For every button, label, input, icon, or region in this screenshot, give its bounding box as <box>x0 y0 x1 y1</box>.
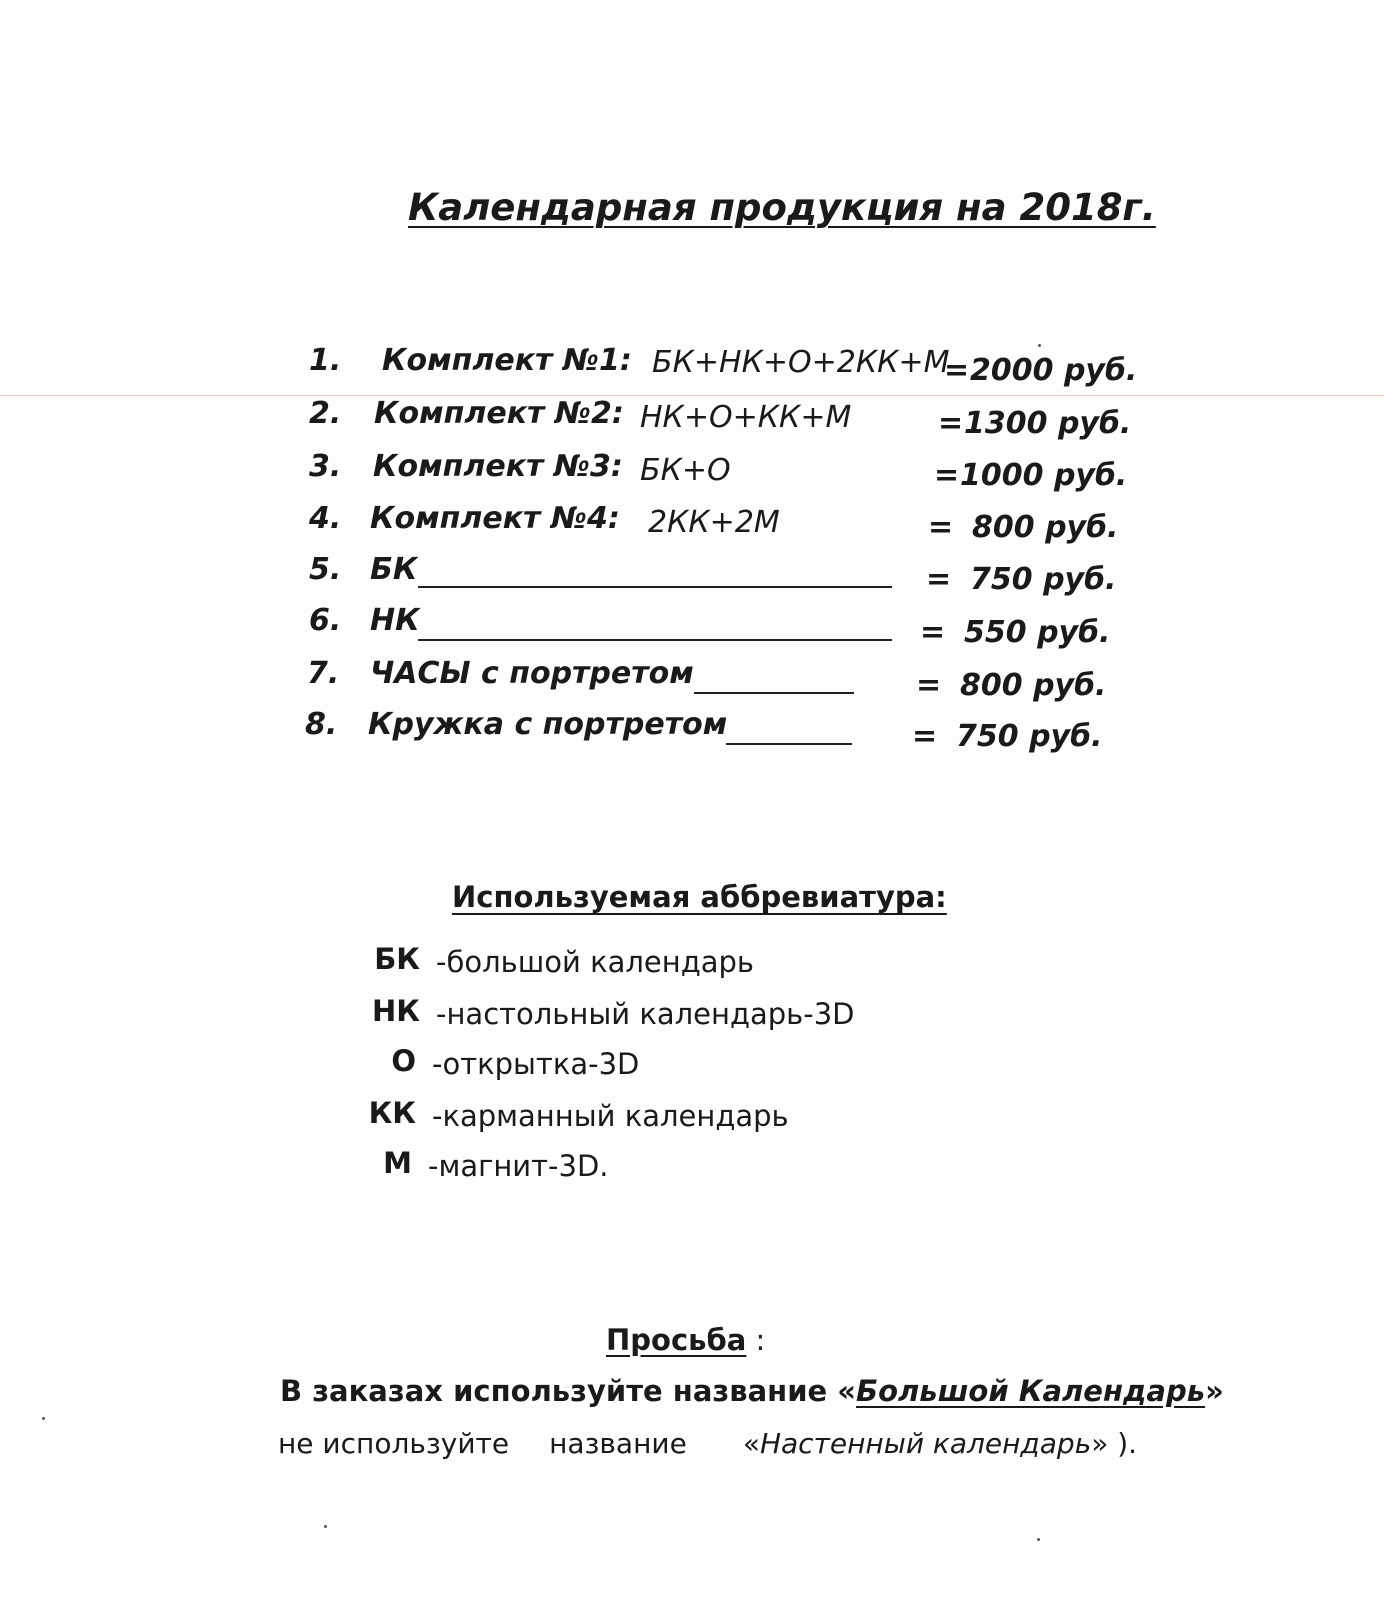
item-number: 7. <box>307 656 340 691</box>
abbreviation-code: О <box>391 1044 416 1078</box>
item-number: 4. <box>309 501 342 536</box>
item-formula: БК+О <box>640 453 731 488</box>
item-price: 750 руб. <box>970 562 1117 597</box>
item-price: 750 руб. <box>956 719 1103 754</box>
request-title-suffix: : <box>746 1323 766 1357</box>
scan-speck <box>324 1525 327 1528</box>
request-line-2-prefix: не используйте <box>278 1427 510 1460</box>
abbreviation-definition: -настольный календарь-3D <box>436 997 855 1031</box>
item-formula: БК+НК+О+2КК+М <box>652 345 950 380</box>
request-line-2 <box>278 1427 1137 1460</box>
item-equals: = <box>912 719 938 754</box>
request-line-2-emphasis: Настенный календарь <box>759 1427 1092 1460</box>
request-line-1-emphasis: Большой Календарь <box>856 1374 1206 1408</box>
item-number: 1. <box>309 343 342 378</box>
item-price: 2000 руб. <box>970 353 1138 388</box>
request-title-text: Просьба <box>606 1323 747 1357</box>
item-price: 800 руб. <box>972 510 1119 545</box>
item-name: БК <box>370 552 418 587</box>
item-number: 3. <box>309 449 342 484</box>
abbreviation-code: НК <box>372 994 420 1028</box>
item-price: 550 руб. <box>964 615 1111 650</box>
abbreviation-code: М <box>383 1146 412 1180</box>
item-name: Комплект №1: <box>382 343 632 378</box>
item-price: 1000 руб. <box>960 458 1128 493</box>
item-equals: = <box>920 615 946 650</box>
item-equals: = <box>926 562 952 597</box>
request-line-2-mid: название <box>549 1427 687 1460</box>
blank-line <box>726 743 852 745</box>
item-formula: НК+О+КК+М <box>640 400 852 435</box>
request-line-2-open-quote: « <box>742 1427 760 1460</box>
item-number: 5. <box>309 552 342 587</box>
document-title: Календарная продукция на 2018г. <box>408 186 1156 229</box>
abbreviation-code: БК <box>374 942 420 976</box>
request-title <box>606 1323 765 1357</box>
item-formula: 2КК+2М <box>648 505 780 540</box>
blank-line <box>694 692 854 694</box>
blank-line <box>418 639 892 641</box>
abbreviation-code: КК <box>368 1096 416 1130</box>
scan-speck <box>1038 344 1041 347</box>
request-line-1-prefix: В заказах используйте название « <box>280 1374 857 1408</box>
item-name: Комплект №3: <box>373 449 623 484</box>
item-number: 2. <box>309 396 342 431</box>
scan-speck <box>1037 1538 1040 1541</box>
item-number: 8. <box>305 707 338 742</box>
item-name: Кружка с портретом <box>368 707 728 742</box>
request-line-1-suffix: » <box>1205 1374 1224 1408</box>
item-equals: = <box>944 353 970 388</box>
scan-speck <box>42 1417 45 1420</box>
item-price: 1300 руб. <box>964 406 1132 441</box>
item-price: 800 руб. <box>960 668 1107 703</box>
item-equals: = <box>916 668 942 703</box>
request-line-1 <box>280 1374 1224 1408</box>
abbreviation-definition: -открытка-3D <box>432 1047 640 1081</box>
item-equals: = <box>934 458 960 493</box>
item-number: 6. <box>309 603 342 638</box>
item-equals: = <box>938 406 964 441</box>
item-name: НК <box>370 603 420 638</box>
abbreviations-title: Используемая аббревиатура: <box>452 880 947 914</box>
item-name: ЧАСЫ с портретом <box>370 656 694 691</box>
blank-line <box>418 586 892 588</box>
abbreviation-definition: -карманный календарь <box>432 1099 789 1133</box>
scan-artifact-line <box>0 395 1384 396</box>
item-name: Комплект №2: <box>374 396 624 431</box>
item-name: Комплект №4: <box>370 501 620 536</box>
abbreviation-definition: -большой календарь <box>436 945 755 979</box>
item-equals: = <box>928 510 954 545</box>
abbreviation-definition: -магнит-3D. <box>428 1149 609 1183</box>
request-line-2-suffix: » ). <box>1091 1427 1138 1460</box>
